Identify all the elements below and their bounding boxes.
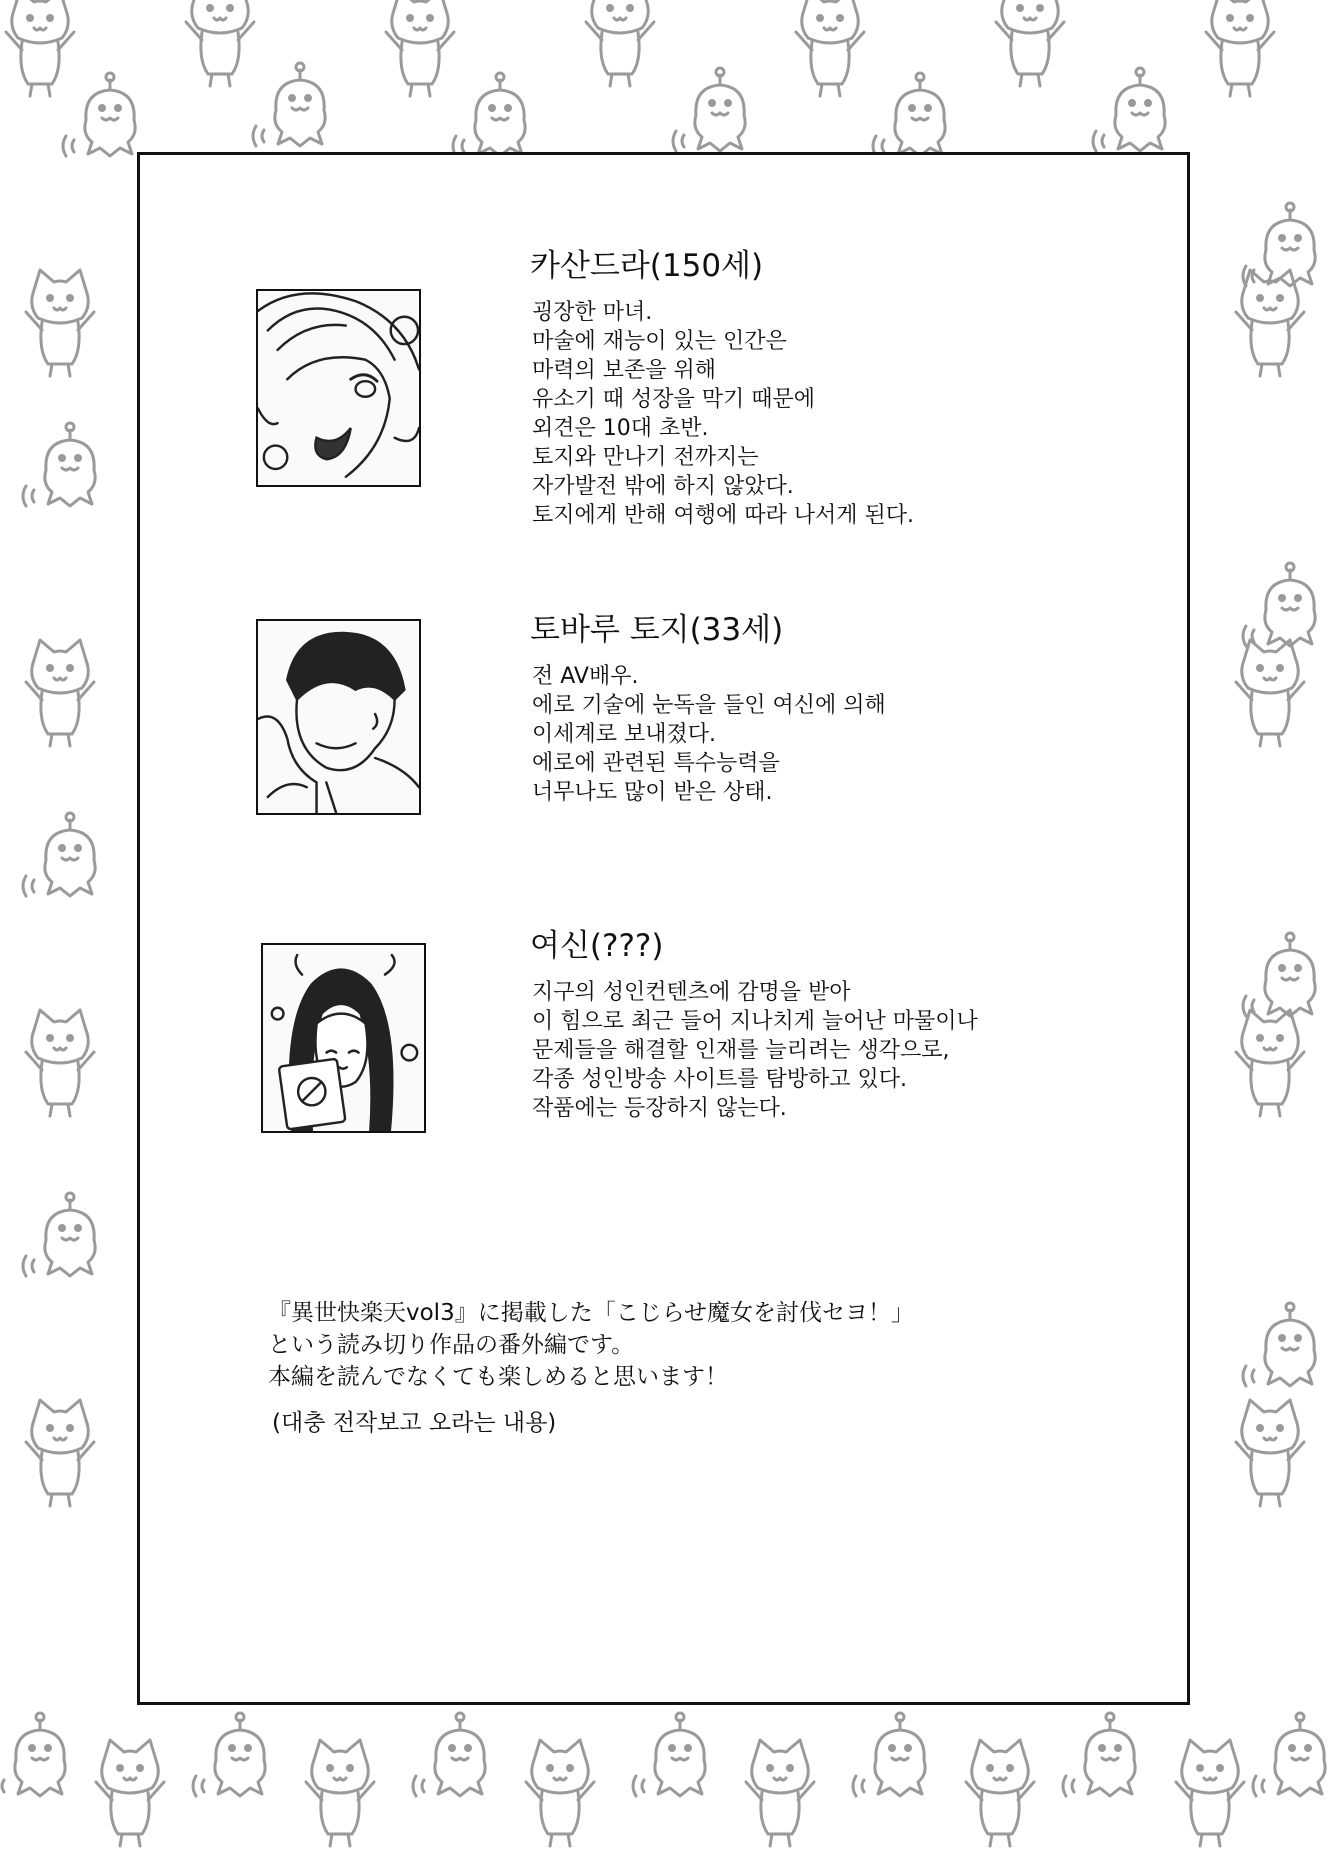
character-description-cassandra bbox=[532, 298, 914, 530]
description-line: 지구의 성인컨텐츠에 감명을 받아 bbox=[532, 980, 851, 1005]
note-line: という読み切り作品の番外編です。 bbox=[268, 1332, 635, 1358]
description-line: 에로에 관련된 특수능력을 bbox=[532, 751, 780, 776]
portrait-goddess bbox=[261, 943, 426, 1133]
portrait-tobaru-toji bbox=[256, 619, 421, 815]
description-line: 에로 기술에 눈독을 들인 여신에 의해 bbox=[532, 693, 886, 718]
character-name-cassandra: 카산드라(150세) bbox=[530, 248, 764, 284]
portrait-cassandra bbox=[256, 289, 421, 487]
description-line: 마술에 재능이 있는 인간은 bbox=[532, 329, 787, 354]
description-line: 문제들을 해결할 인재를 늘리려는 생각으로, bbox=[532, 1038, 950, 1063]
character-description-tobaru-toji bbox=[532, 662, 886, 807]
note-line: 『異世快楽天vol3』に掲載した「こじらせ魔女を討伐セヨ！」 bbox=[268, 1300, 915, 1326]
description-line: 자가발전 밖에 하지 않았다. bbox=[532, 474, 794, 499]
note-line: 本編を読んでなくても楽しめると思います！ bbox=[268, 1364, 728, 1390]
description-line: 유소기 때 성장을 막기 때문에 bbox=[532, 387, 815, 412]
description-line: 너무나도 많이 받은 상태. bbox=[532, 780, 773, 805]
description-line: 각종 성인방송 사이트를 탐방하고 있다. bbox=[532, 1067, 907, 1092]
translator-remark: (대충 전작보고 오라는 내용) bbox=[272, 1410, 557, 1436]
author-note bbox=[268, 1297, 914, 1393]
character-name-tobaru-toji: 토바루 토지(33세) bbox=[530, 612, 784, 648]
description-line: 토지와 만나기 전까지는 bbox=[532, 445, 759, 470]
description-line: 이 힘으로 최근 들어 지나치게 늘어난 마물이나 bbox=[532, 1009, 978, 1034]
description-line: 굉장한 마녀. bbox=[532, 300, 653, 325]
description-line: 토지에게 반해 여행에 따라 나서게 된다. bbox=[532, 503, 914, 528]
character-description-goddess bbox=[532, 978, 978, 1123]
description-line: 외견은 10대 초반. bbox=[532, 416, 709, 441]
character-name-goddess: 여신(???) bbox=[530, 928, 664, 964]
description-line: 마력의 보존을 위해 bbox=[532, 358, 717, 383]
description-line: 작품에는 등장하지 않는다. bbox=[532, 1096, 787, 1121]
description-line: 이세계로 보내졌다. bbox=[532, 722, 717, 747]
description-line: 전 AV배우. bbox=[532, 664, 639, 689]
